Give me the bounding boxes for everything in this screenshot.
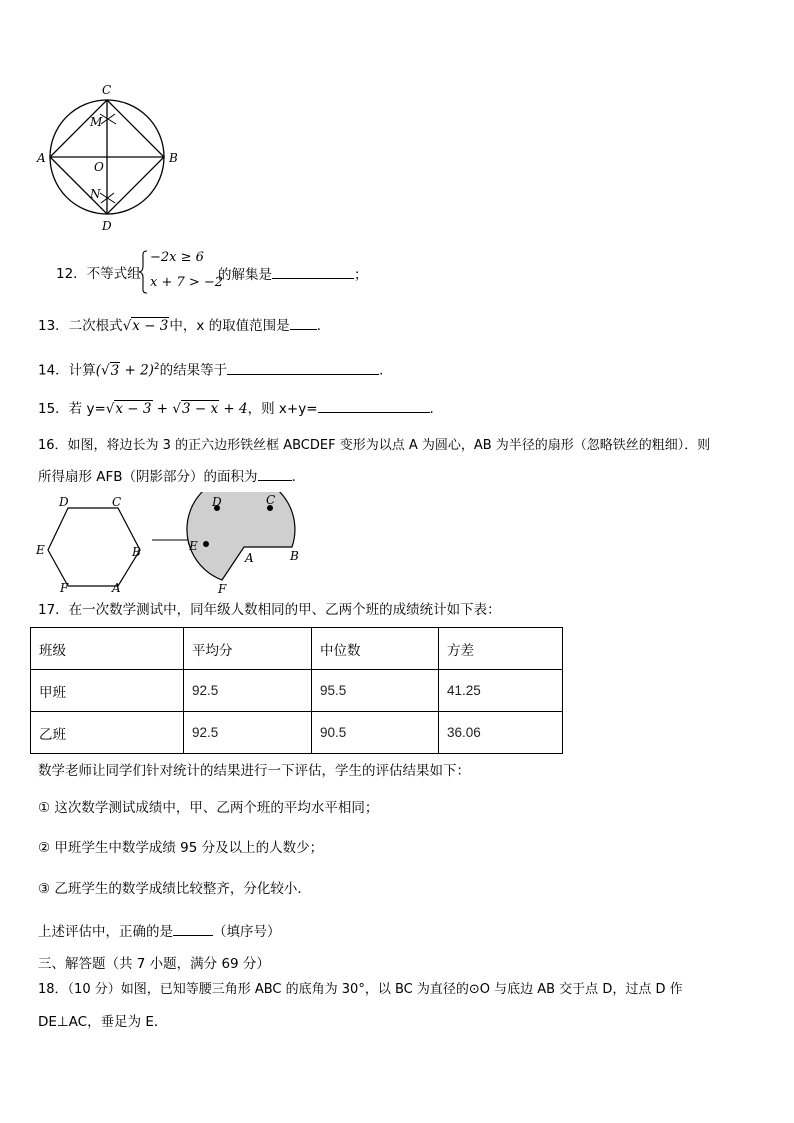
- question-18-line-1: 18．（10 分）如图，已知等腰三角形 ABC 的底角为 30°，以 BC 为直径的⊙O 与底边 AB 交于点 D，过点 D 作: [38, 982, 683, 997]
- q14-radicand: 3: [110, 362, 120, 379]
- q17-answer-blank[interactable]: [173, 921, 213, 936]
- question-17-after: 数学老师让同学们针对统计的结果进行一下评估，学生的评估结果如下：: [38, 763, 470, 779]
- q12-tail-text: 的解集是: [218, 267, 272, 283]
- q15-rest: + 4: [219, 401, 248, 417]
- question-12: [56, 264, 141, 284]
- table-cell: 95.5: [312, 670, 439, 712]
- label-a: A: [37, 151, 46, 165]
- score-table: [30, 627, 563, 754]
- table-header-cell: 班级: [31, 628, 184, 670]
- sector-label-b: B: [290, 549, 299, 563]
- hexagon-sector-figure: [34, 492, 304, 596]
- q14-pre: 14．计算: [38, 362, 96, 379]
- q13-radical-icon: √: [122, 318, 132, 334]
- hex-label-c: C: [112, 495, 122, 509]
- q15-radical-1-icon: √: [105, 401, 115, 417]
- q16-answer-blank[interactable]: [258, 466, 292, 481]
- table-header-cell: 方差: [439, 628, 563, 670]
- q14-expr-rest: + 2): [120, 362, 154, 379]
- table-row: [31, 712, 563, 754]
- section-3-heading: 三、解答题（共 7 小题，满分 69 分）: [38, 956, 270, 972]
- q13-answer-blank[interactable]: [290, 315, 317, 330]
- q14-answer-blank[interactable]: [227, 360, 379, 375]
- question-14: [38, 357, 383, 381]
- q12-ineq-2: x + 7 > −2: [150, 275, 224, 290]
- label-n: N: [90, 187, 101, 201]
- question-16-line-2: [38, 466, 305, 487]
- label-m: M: [90, 115, 103, 129]
- table-cell: 92.5: [184, 712, 312, 754]
- table-cell: 92.5: [184, 670, 312, 712]
- q13-pre: 13．二次根式: [38, 318, 123, 334]
- sector-label-a: A: [245, 551, 254, 565]
- q16-line2-text: 所得扇形 AFB（阴影部分）的面积为: [38, 469, 258, 485]
- hex-label-e: E: [36, 543, 45, 557]
- hex-label-a: A: [112, 581, 121, 595]
- q12-brace-icon: [138, 250, 148, 294]
- q15-radicand-1: x − 3: [115, 401, 152, 417]
- q16-end: ．: [291, 469, 306, 485]
- q12-tail: [218, 264, 368, 285]
- table-cell: 41.25: [439, 670, 563, 712]
- arc-mark-m: [100, 114, 116, 124]
- hex-label-f: F: [60, 581, 69, 595]
- table-header-cell: 中位数: [312, 628, 439, 670]
- q12-number: 12．不等式组: [56, 266, 141, 282]
- q14-power: 2: [153, 362, 160, 372]
- question-17-item-3: ③ 乙班学生的数学成绩比较整齐，分化较小．: [38, 881, 311, 897]
- q12-end: ；: [354, 267, 368, 283]
- sector-label-d: D: [212, 495, 222, 509]
- table-row: [31, 670, 563, 712]
- q15-answer-blank[interactable]: [318, 398, 430, 413]
- question-17-item-1: ① 这次数学测试成绩中，甲、乙两个班的平均水平相同；: [38, 800, 379, 816]
- sector-label-e: E: [189, 539, 198, 553]
- hexagon-abcdef: [48, 508, 140, 586]
- table-cell: 甲班: [31, 670, 184, 712]
- question-16-line-1: 16．如图，将边长为 3 的正六边形铁丝框 ABCDEF 变形为以点 A 为圆心，AB 为半径的扇形（忽略铁丝的粗细）．则: [38, 438, 711, 453]
- table-header-cell: 平均分: [184, 628, 312, 670]
- q15-end: .: [429, 401, 434, 417]
- table-cell: 36.06: [439, 712, 563, 754]
- question-17-item-2: ② 甲班学生中数学成绩 95 分及以上的人数少；: [38, 840, 324, 856]
- q15-radical-2-icon: √: [172, 401, 182, 417]
- shaded-sector-afb: [187, 492, 295, 580]
- circle-square-figure: [34, 80, 194, 240]
- sector-label-f: F: [218, 582, 227, 596]
- label-b: B: [169, 151, 178, 165]
- table-header-row: [31, 628, 563, 670]
- q14-post: 的结果等于: [159, 362, 228, 379]
- q13-radicand: x − 3: [132, 318, 169, 334]
- q13-post: 中，x 的取值范围是: [169, 318, 290, 334]
- q14-end: .: [379, 362, 384, 379]
- q15-pre: 15．若 y=: [38, 401, 106, 417]
- question-15: [38, 398, 434, 419]
- label-c: C: [102, 83, 112, 97]
- q14-open-paren: (: [95, 362, 101, 379]
- question-17-answer: [38, 921, 281, 942]
- question-18-line-2: DE⊥AC，垂足为 E．: [38, 1014, 168, 1030]
- table-cell: 90.5: [312, 712, 439, 754]
- q14-radical-icon: √: [100, 362, 110, 379]
- sector-label-c: C: [266, 493, 276, 507]
- sector-point-e: [203, 541, 209, 547]
- question-13: [38, 315, 330, 336]
- q15-post: ，则 x+y=: [247, 401, 318, 417]
- label-o: O: [94, 160, 104, 174]
- table-cell: 乙班: [31, 712, 184, 754]
- q13-end: ．: [316, 318, 331, 334]
- hex-label-b: B: [132, 545, 141, 559]
- q12-ineq-1: −2x ≥ 6: [150, 250, 204, 265]
- q15-radicand-2: 3 − x: [182, 401, 219, 417]
- hex-label-d: D: [59, 495, 69, 509]
- q17-answer-post: （填序号）: [213, 924, 281, 940]
- q15-plus: +: [152, 401, 173, 417]
- label-d: D: [102, 219, 112, 233]
- q12-answer-blank[interactable]: [272, 264, 354, 279]
- question-17-intro: 17．在一次数学测试中，同年级人数相同的甲、乙两个班的成绩统计如下表：: [38, 602, 501, 618]
- q17-answer-pre: 上述评估中，正确的是: [38, 924, 173, 940]
